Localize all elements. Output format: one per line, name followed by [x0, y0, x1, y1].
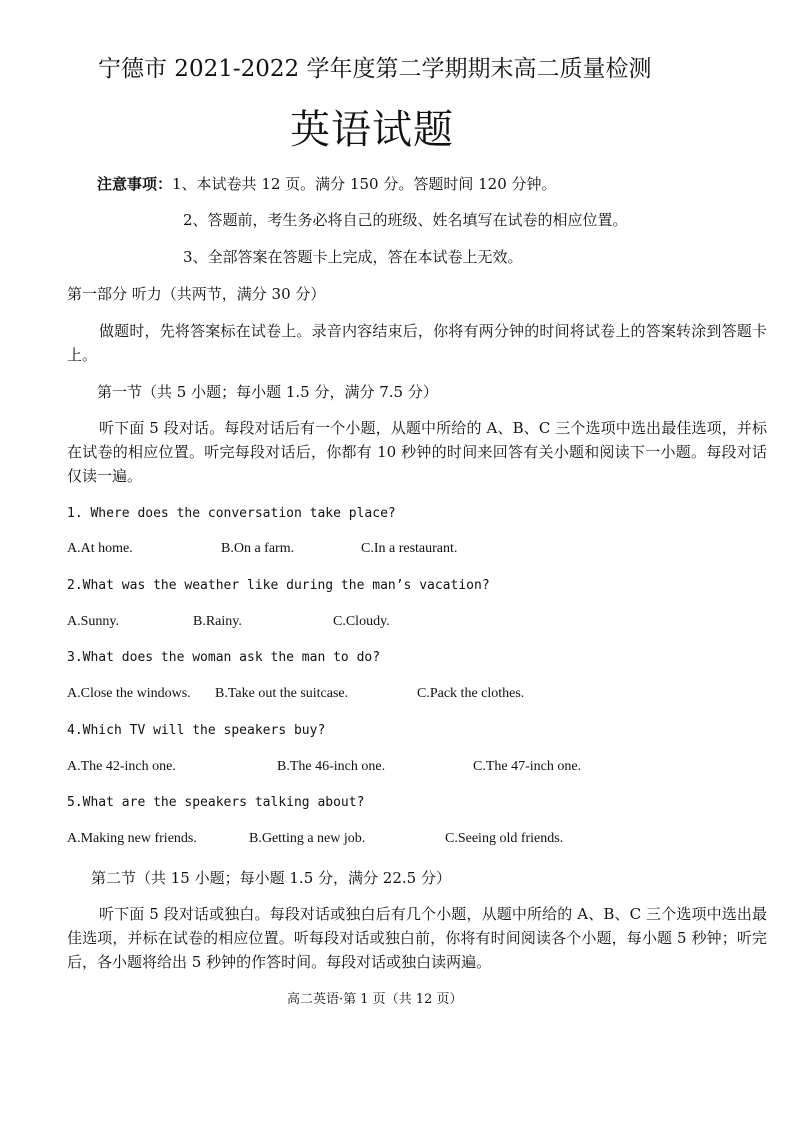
option-c: C.The 47-inch one. [473, 759, 582, 774]
section1-heading: 第一节（共 5 小题；每小题 1.5 分，满分 7.5 分） [97, 383, 438, 401]
question-stem: 1. Where does the conversation take place? [67, 506, 396, 521]
notice-label: 注意事项： [97, 175, 173, 193]
part1-heading: 第一部分 听力（共两节，满分 30 分） [67, 285, 326, 303]
option-c: C.Cloudy. [333, 614, 390, 629]
option-b: B.Getting a new job. [249, 831, 366, 846]
section1-instruction: 听下面 5 段对话。每段对话后有一个小题，从题中所给的 A、B、C 三个选项中选出最佳选项，并标在试卷的相应位置。听完每段对话后，你都有 10 秒钟的时间来回答有关小题和阅读下一小题。每段对话仅读一遍。 [67, 419, 767, 485]
option-c: C.Pack the clothes. [417, 686, 525, 701]
part1-instruction: 做题时，先将答案标在试卷上。录音内容结束后，你将有两分钟的时间将试卷上的答案转涂到答题卡上。 [67, 322, 767, 364]
notice-item-2: 2、答题前，考生务必将自己的班级、姓名填写在试卷的相应位置。 [183, 211, 628, 229]
section2-heading: 第二节（共 15 小题；每小题 1.5 分，满分 22.5 分） [91, 869, 451, 887]
page-footer: 高二英语·第 1 页（共 12 页） [287, 992, 463, 1007]
option-b: B.Take out the suitcase. [215, 686, 349, 701]
question-stem: 5.What are the speakers talking about? [67, 795, 365, 810]
question-stem: 2.What was the weather like during the man’s vacation? [67, 578, 490, 593]
exam-title: 宁德市 2021-2022 学年度第二学期期末高二质量检测 [98, 56, 652, 82]
option-c: C.In a restaurant. [361, 541, 458, 556]
option-b: B.The 46-inch one. [277, 759, 386, 774]
option-b: B.On a farm. [221, 541, 295, 556]
option-a: A.At home. [67, 541, 133, 556]
question-stem: 4.Which TV will the speakers buy? [67, 723, 326, 738]
option-a: A.Sunny. [67, 614, 119, 629]
notice-item-3: 3、全部答案在答题卡上完成，答在本试卷上无效。 [183, 248, 523, 266]
option-a: A.Making new friends. [67, 831, 197, 846]
notice-item-1 [97, 173, 557, 194]
option-b: B.Rainy. [193, 614, 242, 629]
option-a: A.The 42-inch one. [67, 759, 176, 774]
option-a: A.Close the windows. [67, 686, 191, 701]
section2-instruction: 听下面 5 段对话或独白。每段对话或独白后有几个小题，从题中所给的 A、B、C 三个选项中选出最佳选项，并标在试卷的相应位置。听每段对话或独白前，你将有时间阅读各个小题，每小题 5 秒钟；听完后，各小题将给出 5 秒钟的作答时间。每段对话或独白读两遍。 [67, 905, 767, 971]
option-c: C.Seeing old friends. [445, 831, 564, 846]
subject-title: 英语试题 [290, 107, 454, 153]
question-stem: 3.What does the woman ask the man to do? [67, 650, 381, 665]
notice-text: 1、本试卷共 12 页。满分 150 分。答题时间 120 分钟。 [172, 175, 557, 193]
